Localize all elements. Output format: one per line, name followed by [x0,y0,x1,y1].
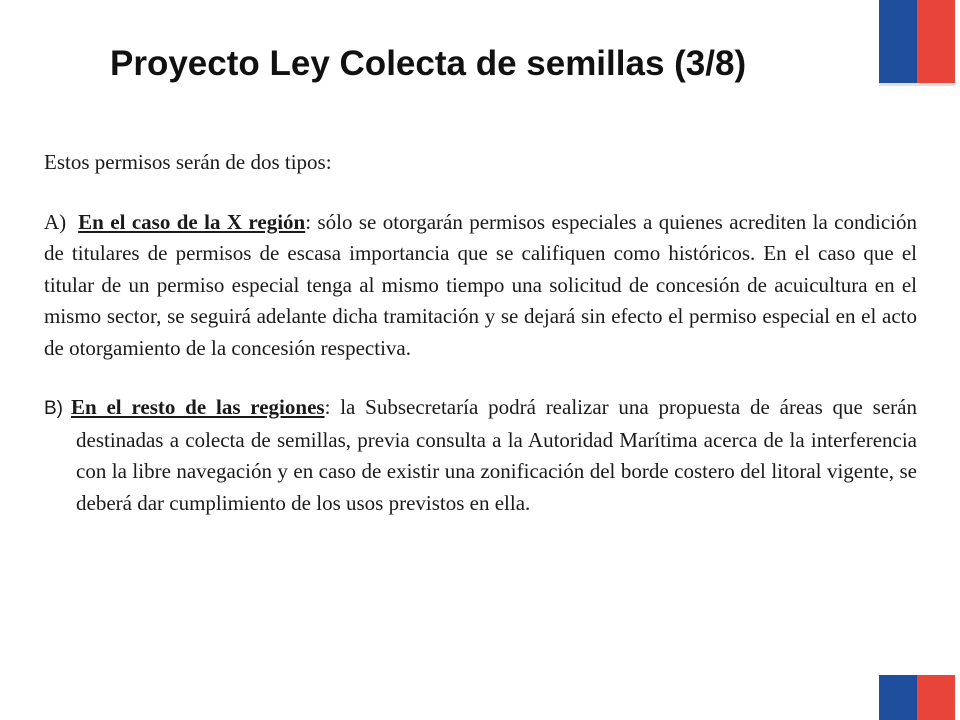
item-a-marker: A) [44,209,67,234]
flag-decoration-bottom [879,675,955,720]
flag-red-stripe [917,675,955,720]
slide-body [44,147,917,519]
item-a-lead: En el caso de la X región [78,209,306,234]
item-b [44,392,917,519]
flag-decoration-top [879,0,955,83]
item-b-text: : la Subsecretaría podrá realizar una propuesta de áreas que serán destinadas a colecta de semillas, previa consulta a la Autoridad Marítima acerca de la interferencia con la libre navegación y en caso de existir una zonificación del borde costero del litoral vigente, se deberá dar cumplimiento de los usos previstos en ella. [76,395,917,515]
intro-text: Estos permisos serán de dos tipos: [44,150,332,174]
flag-blue-stripe [879,0,917,83]
item-b-marker: B) [44,398,63,419]
slide-title: Proyecto Ley Colecta de semillas (3/8) [110,44,747,83]
flag-red-stripe [917,0,955,83]
flag-blue-stripe [879,675,917,720]
item-a [44,207,917,365]
item-a-text: : sólo se otorgarán permisos especiales a quienes acrediten la condición de titulares de permisos de escasa importancia que se califiquen como históricos. En el caso que el titular de un permiso especial tenga al mismo tiempo una solicitud de concesión de acuicultura en el mismo sector, se seguirá adelante dicha tramitación y se dejará sin efecto el permiso especial en el acto de otorgamiento de la concesión respectiva. [44,209,917,360]
item-b-lead: En el resto de las regiones [71,395,325,419]
